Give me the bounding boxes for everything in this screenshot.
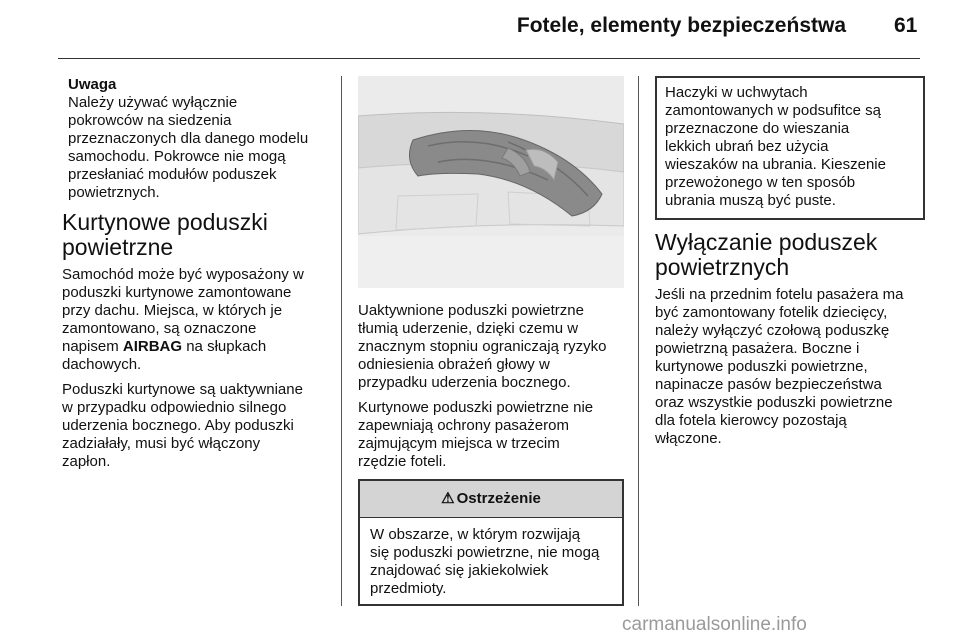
note-block: [62, 76, 334, 202]
paragraph: Poduszki kurtynowe są uaktywniane w przypadku odpowiednio silnego uderzenia bocznego. Aby poduszki zadziałały, musi być włączony zapłon.: [62, 381, 303, 470]
column-1: [62, 76, 334, 478]
curtain-airbag-illustration: [358, 76, 624, 288]
paragraph: Jeśli na przednim fotelu pasażera ma być zamontowany fotelik dziecięcy, należy wyłączyć czołową poduszkę powietrzną pasażera. Boczne i kurtynowe poduszki powietrzne, napinacze pasów bezpieczeństwa oraz wszystkie poduszki powietrzne dla fotela kierowcy pozostają włączone.: [655, 286, 904, 447]
note-text: Należy używać wyłącznie pokrowców na siedzenia przeznaczonych dla danego modelu samochodu. Pokrowce nie mogą przesłaniać modułów poduszek powietrznych.: [68, 94, 309, 201]
text-run: na słupkach dachowych.: [62, 338, 267, 373]
paragraph: Uaktywnione poduszki powietrzne tłumią uderzenie, dzięki czemu w znacznym stopniu ograniczają ryzyko odniesienia obrażeń głowy w przypadku uderzenia bocznego.: [358, 302, 607, 391]
car-interior-drawing: [358, 76, 624, 288]
section-heading-curtain-airbags: Kurtynowe poduszki powietrzne: [62, 209, 268, 260]
warning-header: [360, 481, 622, 518]
warning-box: [358, 479, 624, 606]
section-heading-deactivation: Wyłączanie poduszek powietrznych: [655, 229, 878, 280]
info-box: Haczyki w uchwytach zamontowanych w podsufitce są przeznaczone do wieszania lekkich ubrań bez użycia wieszaków na ubrania. Kieszenie przewożonego w ten sposób ubrania muszą być puste.: [655, 76, 925, 220]
column-divider: [341, 76, 342, 606]
header-rule: [58, 58, 920, 59]
warning-triangle-icon: ⚠: [441, 490, 455, 507]
airbag-label: AIRBAG: [122, 338, 183, 355]
header-title: Fotele, elementy bezpieczeństwa: [516, 14, 846, 37]
column-divider: [638, 76, 639, 606]
note-title: Uwaga: [68, 76, 117, 93]
column-3: [655, 76, 925, 455]
watermark: carmanualsonline.info: [622, 614, 807, 635]
warning-text: W obszarze, w którym rozwijają się poduszki powietrzne, nie mogą znajdować się jakiekolwiek przedmioty.: [370, 526, 600, 597]
warning-title: Ostrzeżenie: [456, 490, 541, 507]
text-run: Samochód może być wyposażony w poduszki kurtynowe zamontowane przy dachu. Miejsca, w których je zamontowano, są oznaczone napisem: [62, 266, 304, 355]
paragraph: Kurtynowe poduszki powietrzne nie zapewniają ochrony pasażerom zajmującym miejsca w trzecim rzędzie foteli.: [358, 399, 594, 470]
page-number: 61: [894, 14, 918, 37]
paragraph: [62, 266, 334, 374]
column-2: [358, 76, 624, 606]
